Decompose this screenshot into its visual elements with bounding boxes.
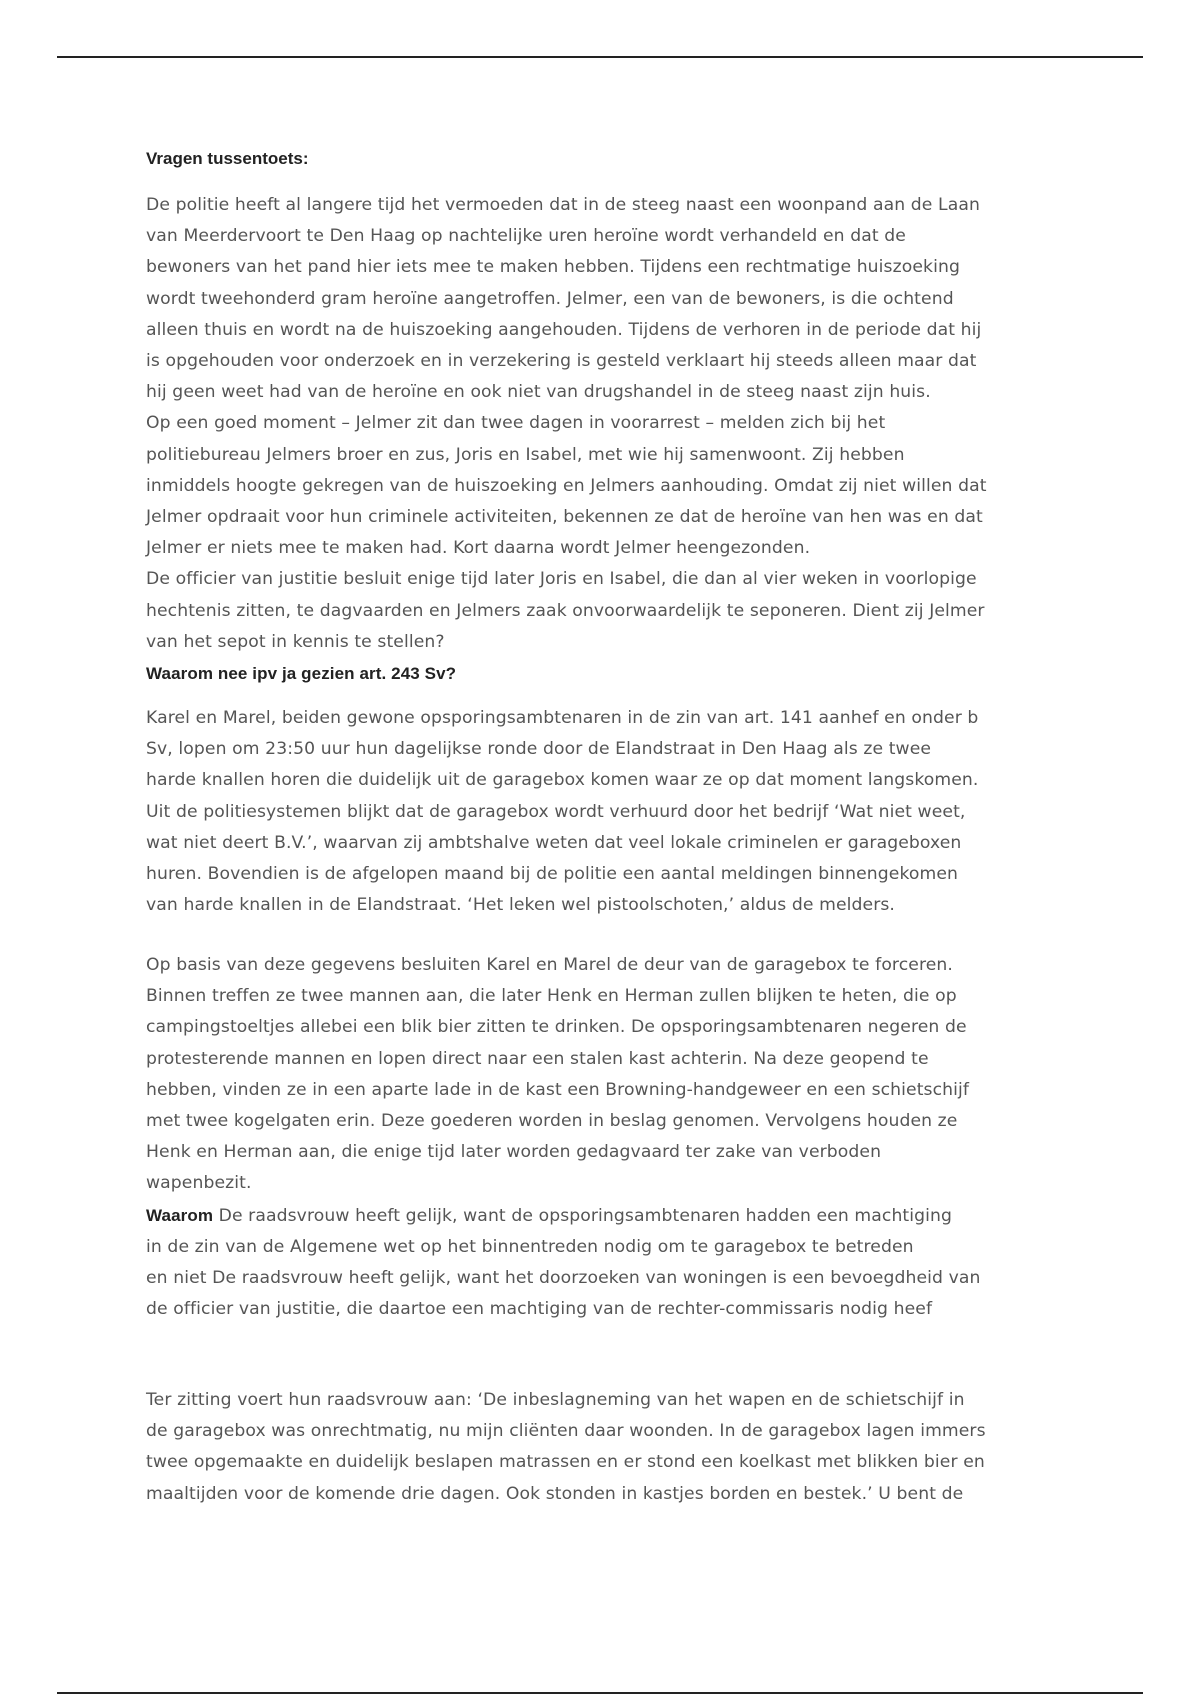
case1-question: Waarom nee ipv ja gezien art. 243 Sv? [146, 664, 457, 684]
text-line: van Meerdervoort te Den Haag op nachtelijke uren heroïne wordt verhandeld en dat de [146, 226, 906, 247]
text-line: campingstoeltjes allebei een blik bier zitten te drinken. De opsporingsambtenaren negeren de [146, 1017, 967, 1038]
text-line: Karel en Marel, beiden gewone opsporingsambtenaren in de zin van art. 141 aanhef en onder b [146, 708, 979, 728]
text-line: Henk en Herman aan, die enige tijd later worden gedagvaard ter zake van verboden [146, 1142, 882, 1163]
text-line: alleen thuis en wordt na de huiszoeking aangehouden. Tijdens de verhoren in de periode dat hij [146, 319, 982, 340]
text-line: van het sepot in kennis te stellen? [146, 631, 445, 652]
text-line: Binnen treffen ze twee mannen aan, die later Henk en Herman zullen blijken te heten, die op [146, 986, 957, 1007]
text-line: de garagebox was onrechtmatig, nu mijn cliënten daar woonden. In de garagebox lagen immers [146, 1421, 986, 1442]
case2-paragraph-3 [146, 1385, 1066, 1510]
top-divider [57, 56, 1143, 58]
answer-text: De raadsvrouw heeft gelijk, want de opsporingsambtenaren hadden een machtiging [213, 1205, 953, 1226]
text-line: Ter zitting voert hun raadsvrouw aan: ‘De inbeslagneming van het wapen en de schietschijf in [146, 1390, 965, 1410]
text-line: de officier van justitie, die daartoe een machtiging van de rechter-commissaris nodig heef [146, 1299, 933, 1320]
text-line: Op een goed moment – Jelmer zit dan twee dagen in voorarrest – melden zich bij het [146, 413, 886, 434]
text-line: De politie heeft al langere tijd het vermoeden dat in de steeg naast een woonpand aan de Laan [146, 195, 980, 215]
answer-label: Waarom [146, 1205, 214, 1225]
text-line: protesterende mannen en lopen direct naar een stalen kast achterin. Na deze geopend te [146, 1048, 929, 1069]
text-line: met twee kogelgaten erin. Deze goederen worden in beslag genomen. Vervolgens houden ze [146, 1111, 958, 1132]
text-line: maaltijden voor de komende drie dagen. Ook stonden in kastjes borden en bestek.’ U bent de [146, 1483, 964, 1504]
text-line: harde knallen horen die duidelijk uit de garagebox komen waar ze op dat moment langskomen. [146, 770, 979, 791]
text-line: Op basis van deze gegevens besluiten Karel en Marel de deur van de garagebox te forceren. [146, 955, 953, 975]
text-line: bewoners van het pand hier iets mee te maken hebben. Tijdens een rechtmatige huiszoeking [146, 257, 960, 278]
text-line: De officier van justitie besluit enige tijd later Joris en Isabel, die dan al vier weken in voorlopige [146, 569, 977, 590]
text-line: Jelmer er niets mee te maken had. Kort daarna wordt Jelmer heengezonden. [146, 538, 811, 559]
text-line: inmiddels hoogte gekregen van de huiszoeking en Jelmers aanhouding. Omdat zij niet willen dat [146, 475, 987, 496]
case2-paragraph-2 [146, 950, 1066, 1325]
text-line: wordt tweehonderd gram heroïne aangetroffen. Jelmer, een van de bewoners, is die ochtend [146, 288, 954, 309]
bottom-divider [57, 1692, 1143, 1694]
text-line: is opgehouden voor onderzoek en in verzekering is gesteld verklaart hij steeds alleen maar dat [146, 351, 977, 372]
page-heading: Vragen tussentoets: [146, 149, 309, 168]
text-line: van harde knallen in de Elandstraat. ‘Het leken wel pistoolschoten,’ aldus de melders. [146, 895, 895, 916]
text-line: politiebureau Jelmers broer en zus, Joris en Isabel, met wie hij samenwoont. Zij hebben [146, 444, 905, 465]
text-line: wat niet deert B.V.’, waarvan zij ambtshalve weten dat veel lokale criminelen er garageboxen [146, 832, 962, 853]
text-line: wapenbezit. [146, 1173, 252, 1194]
text-line: huren. Bovendien is de afgelopen maand bij de politie een aantal meldingen binnengekomen [146, 864, 959, 885]
text-line: Jelmer opdraait voor hun criminele activiteiten, bekennen ze dat de heroïne van hen was en dat [146, 507, 983, 528]
text-line: en niet De raadsvrouw heeft gelijk, want het doorzoeken van woningen is een bevoegdheid van [146, 1268, 981, 1289]
case2-paragraph-1 [146, 703, 1066, 921]
case1-paragraph [146, 190, 1066, 689]
text-line: twee opgemaakte en duidelijk beslapen matrassen en er stond een koelkast met blikken bier en [146, 1452, 985, 1473]
text-line: hechtenis zitten, te dagvaarden en Jelmers zaak onvoorwaardelijk te seponeren. Dient zij Jelmer [146, 600, 985, 621]
text-line: Sv, lopen om 23:50 uur hun dagelijkse ronde door de Elandstraat in Den Haag als ze twee [146, 739, 932, 760]
text-line: Uit de politiesystemen blijkt dat de garagebox wordt verhuurd door het bedrijf ‘Wat niet weet, [146, 801, 966, 822]
answer-line [146, 1200, 1066, 1232]
text-line: hij geen weet had van de heroïne en ook niet van drugshandel in de steeg naast zijn huis. [146, 382, 931, 403]
text-line: hebben, vinden ze in een aparte lade in de kast een Browning-handgeweer en een schietschijf [146, 1079, 970, 1100]
text-line: in de zin van de Algemene wet op het binnentreden nodig om te garagebox te betreden [146, 1236, 914, 1257]
